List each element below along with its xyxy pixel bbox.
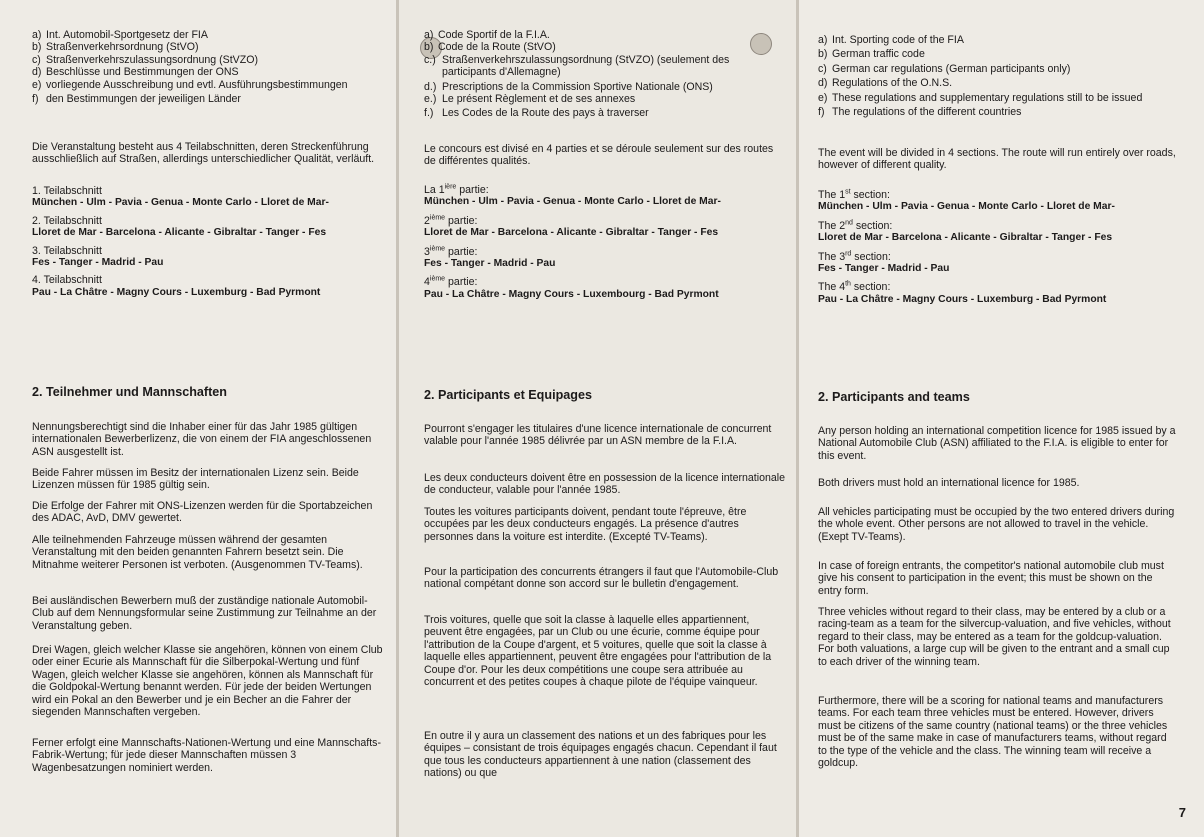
page-fold (796, 0, 799, 837)
section-route: München - Ulm - Pavia - Genua - Monte Carlo - Lloret de Mar- (424, 196, 721, 208)
list-item: f) The regulations of the different countries (818, 106, 1022, 119)
regulations-list (32, 29, 388, 105)
intro-paragraph: The event will be divided in 4 sections. The route will run entirely over roads, however of different quality. (818, 147, 1176, 172)
paragraph: Ferner erfolgt eine Mannschafts-Nationen-Wertung und eine Mannschafts-Fabrik-Wertung; für jede dieser Mannschaften müssen 3 Wagenbesatzungen nominiert werden. (32, 737, 381, 774)
paragraph: Toutes les voitures participants doivent, pendant toute l'épreuve, être occupées par les deux conducteurs engagés. La présence d'autres personnes dans la voiture est interdite. (Excepté TV-Teams). (424, 506, 747, 543)
section-label: 2. Teilabschnitt (32, 214, 102, 227)
list-item: e.) Le présent Règlement et de ses annexes (424, 93, 636, 106)
section-heading: 2. Participants and teams (818, 390, 970, 404)
section-label: The 4th section: (818, 280, 891, 294)
section-label: The 2nd section: (818, 219, 893, 232)
list-item: f) den Bestimmungen der jeweiligen Länder (32, 93, 241, 106)
paragraph: Furthermore, there will be a scoring for national teams and manufacturers teams. For each team three vehicles must be entered. However, drivers must be citizens of the same country (national teams) or the three vehicles must be of the same make in case of manufacturers teams, without regard to the type of the vehicle and the class. The winning team will receive a goldcup. (818, 695, 1168, 770)
list-item: e) These regulations and supplementary regulations still to be issued (818, 91, 1143, 104)
list-item: d.) Prescriptions de la Commission Sportive Nationale (ONS) (424, 80, 713, 93)
section-label: La $1^{ière}$ partie: (424, 183, 489, 196)
list-item: c) German car regulations (German participants only) (818, 62, 1071, 75)
paragraph: Three vehicles without regard to their class, may be entered by a club or a racing-team as a team for the silvercup-valuation, and five vehicles, without regard to their class, may be entered as a team for the goldcup-valuation. For both valuations, a large cup will be given to the entrant and a small cup to each driver of the winning team. (818, 606, 1171, 668)
list-item: b) German traffic code (818, 48, 925, 61)
paragraph: Les deux conducteurs doivent être en possession de la licence internationale de conducteur, valable pour l'année 1985. (424, 472, 786, 497)
paragraph: Bei ausländischen Bewerbern muß der zuständige nationale Automobil-Club auf dem Nennungsformular seine Zustimmung zur Teilnahme an der Veranstaltung geben. (32, 595, 377, 632)
list-item: a) Code Sportif de la F.I.A. (424, 29, 550, 41)
section-route: Lloret de Mar - Barcelona - Alicante - Gibraltar - Tanger - Fes (424, 227, 719, 239)
section-route: München - Ulm - Pavia - Genua - Monte Carlo - Lloret de Mar- (32, 197, 329, 209)
section-route: Lloret de Mar - Barcelona - Alicante - Gibraltar - Tanger - Fes (32, 227, 327, 239)
section-label: 4ième partie: (424, 275, 478, 289)
section-label: 3ième partie: (424, 245, 478, 258)
list-item: a) Int. Automobil-Sportgesetz der FIA (32, 29, 208, 41)
paragraph: En outre il y aura un classement des nations et un des fabriques pour les équipes – consistant de trois équipages engagés chacun. Cependant il faut que tous les conducteurs appartiennent à une nation (classement des nations) ou que (424, 730, 777, 780)
regulations-list (818, 34, 1178, 118)
section-label: 1. Teilabschnitt (32, 185, 102, 197)
section-route: Fes - Tanger - Madrid - Pau (424, 258, 556, 270)
list-item: b) Straßenverkehrsordnung (StVO) (32, 41, 199, 54)
section-route: Pau - La Châtre - Magny Cours - Luxembourg - Bad Pyrmont (424, 288, 719, 300)
section-route: Pau - La Châtre - Magny Cours - Luxemburg - Bad Pyrmont (818, 293, 1107, 305)
section-route: Lloret de Mar - Barcelona - Alicante - Gibraltar - Tanger - Fes (818, 232, 1113, 244)
list-item: d) Regulations of the O.N.S. (818, 77, 953, 90)
section-route: Fes - Tanger - Madrid - Pau (32, 257, 164, 269)
section-label: The 1st section: (818, 188, 890, 201)
regulations-list (424, 29, 786, 120)
section-heading: 2. Participants et Equipages (424, 388, 592, 402)
paragraph: Any person holding an international competition licence for 1985 issued by a National Automobile Club (ASN) affiliated to the F.I.A. is eligible to enter for this event. (818, 425, 1176, 462)
page-fold (396, 0, 399, 837)
section-route: München - Ulm - Pavia - Genua - Monte Carlo - Lloret de Mar- (818, 201, 1115, 213)
paragraph: Nennungsberechtigt sind die Inhaber einer für das Jahr 1985 gültigen internationalen Bewerberlizenz, die von einem der FIA angeschlossenen ASN ausgestellt ist. (32, 421, 372, 458)
section-label: 4. Teilabschnitt (32, 274, 102, 287)
paragraph: In case of foreign entrants, the competitor's national automobile club must give his consent to participation in the event; this must be shown on the entry form. (818, 560, 1164, 597)
paragraph: All vehicles participating must be occupied by the two entered drivers during the whole event. Other persons are not allowed to travel in the vehicle. (Exept TV-Teams). (818, 506, 1175, 543)
paragraph: Alle teilnehmenden Fahrzeuge müssen während der gesamten Veranstaltung mit den beiden genannten Fahrern besetzt sein. Die Mitnahme weiterer Personen ist verboten. (Ausgenommen TV-Teams). (32, 534, 363, 571)
paragraph: Both drivers must hold an international licence for 1985. (818, 477, 1080, 489)
section-heading: 2. Teilnehmer und Mannschaften (32, 385, 227, 399)
list-item: e) vorliegende Ausschreibung und evtl. Ausführungsbestimmungen (32, 78, 348, 91)
paragraph: Beide Fahrer müssen im Besitz der internationalen Lizenz sein. Beide Lizenzen müssen für 1985 gültig sein. (32, 467, 359, 492)
list-item: c.) Straßenverkehrszulassungsordnung (StVZO) (seulement des participants d'Allemagne) (424, 53, 730, 79)
paragraph: Pour la participation des concurrents étrangers il faut que l'Automobile-Club national compétant donne son accord sur le bulletin d'engagement. (424, 566, 779, 591)
intro-paragraph: Le concours est divisé en 4 parties et se déroule seulement sur des routes de différentes qualités. (424, 143, 774, 168)
list-item: d) Beschlüsse und Bestimmungen der ONS (32, 66, 239, 79)
paragraph: Die Erfolge der Fahrer mit ONS-Lizenzen werden für die Sportabzeichen des ADAC, AvD, DMV gewertet. (32, 500, 373, 525)
intro-paragraph: Die Veranstaltung besteht aus 4 Teilabschnitten, deren Streckenführung ausschließlich auf Straßen, allerdings unterschiedlicher Qualität, verläuft. (32, 141, 375, 166)
page-french (399, 0, 797, 837)
section-route: Pau - La Châtre - Magny Cours - Luxemburg - Bad Pyrmont (32, 286, 321, 298)
sections-list (818, 189, 1178, 306)
list-item: f.) Les Codes de la Route des pays à traverser (424, 107, 649, 120)
paragraph: Pourront s'engager les titulaires d'une licence internationale de concurrent valable pour l'année 1985 délivrée par un ASN membre de la F.I.A. (424, 423, 772, 448)
section-label: 3. Teilabschnitt (32, 244, 102, 257)
list-item: b) Code de la Route (StVO) (424, 41, 556, 54)
sections-list (32, 185, 388, 299)
section-route: Fes - Tanger - Madrid - Pau (818, 263, 950, 275)
section-label: 2ième partie: (424, 214, 478, 227)
paragraph: Drei Wagen, gleich welcher Klasse sie angehören, können von einem Club oder einer Ecurie als Mannschaft für die Silberpokal-Wertung und fünf Wagen, gleich welcher Klasse sie angehören, können als Mannschaft für die Goldpokal-Wertung benannt werden. Für jede der beiden Wertungen wird ein Pokal an den Bewerber und je ein Becher an die Fahrer der siegenden Mannschaften vergeben. (32, 644, 383, 719)
sections-list (424, 184, 786, 301)
paragraph: Trois voitures, quelle que soit la classe à laquelle elles appartiennent, peuvent être engagées, par un Club ou une écurie, comme équipe pour l'attribution de la Coupe d'argent, et 5 voitures, quelle que soit la classe à laquelle elles appartiennent, peuvent être engagées pour l'attribution de la Coupe d'or. Pour les deux compétitions une coupe sera attribuée au concurrent et des petites coupes à chaque pilote de l'équipe vainqueur. (424, 614, 772, 689)
section-label: The 3rd section: (818, 250, 891, 263)
list-item: c) Straßenverkehrszulassungsordnung (StVZO) (32, 53, 258, 66)
list-item: a) Int. Sporting code of the FIA (818, 34, 964, 46)
page-number: 7 (1178, 805, 1186, 820)
